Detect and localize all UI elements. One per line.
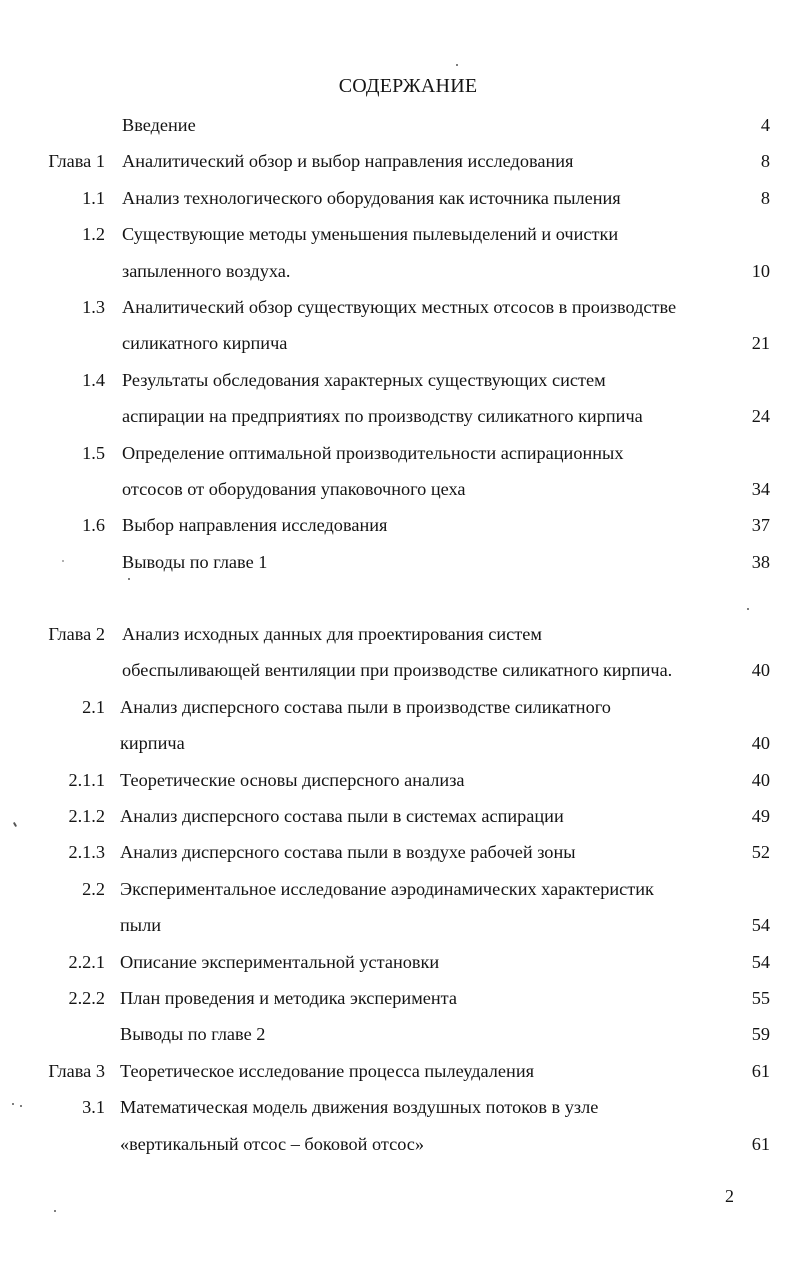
- toc-text: Аналитический обзор существующих местных отсосов в производстве: [122, 296, 677, 317]
- toc-number: Глава 1: [48, 151, 105, 172]
- toc-page: 54: [751, 951, 770, 972]
- toc-row: [0, 471, 797, 507]
- toc-number: 2.1.1: [68, 769, 105, 790]
- scan-speck: [128, 578, 130, 580]
- toc-row: [0, 834, 797, 870]
- toc-text: Аналитический обзор и выбор направления исследования: [122, 151, 574, 172]
- table-of-contents: [0, 107, 797, 1162]
- toc-number: 2.2.2: [68, 987, 105, 1008]
- toc-page: 34: [751, 478, 770, 499]
- toc-number: 1.4: [82, 369, 105, 390]
- toc-row: [0, 1089, 797, 1125]
- toc-text: Определение оптимальной производительности аспирационных: [122, 442, 624, 463]
- toc-page: 49: [751, 806, 770, 827]
- toc-text: обеспыливающей вентиляции при производстве силикатного кирпича.: [122, 660, 673, 681]
- toc-text: пыли: [120, 915, 161, 936]
- toc-text: Анализ дисперсного состава пыли в производстве силикатного: [120, 696, 611, 717]
- toc-number: 2.2: [82, 878, 105, 899]
- toc-number: Глава 3: [48, 1060, 105, 1081]
- toc-number: 1.1: [82, 187, 105, 208]
- toc-row: [0, 289, 797, 325]
- toc-row: [0, 1126, 797, 1162]
- toc-row: [0, 798, 797, 834]
- toc-row: [0, 362, 797, 398]
- toc-number: 2.1.2: [68, 806, 105, 827]
- toc-row: [0, 143, 797, 179]
- toc-number: 1.3: [82, 296, 105, 317]
- toc-row: [0, 398, 797, 434]
- scan-speck: [54, 1210, 56, 1212]
- toc-text: отсосов от оборудования упаковочного цеха: [122, 478, 466, 499]
- toc-page: 21: [751, 333, 770, 354]
- toc-row: [0, 180, 797, 216]
- toc-text: «вертикальный отсос – боковой отсос»: [120, 1133, 425, 1154]
- toc-row: [0, 435, 797, 471]
- scan-speck: [12, 1103, 14, 1105]
- toc-page: 24: [751, 406, 770, 427]
- scan-speck: [456, 64, 458, 66]
- toc-row: [0, 652, 797, 688]
- toc-row: [0, 689, 797, 725]
- toc-page: 61: [751, 1133, 770, 1154]
- toc-text: силикатного кирпича: [122, 333, 288, 354]
- toc-text: Результаты обследования характерных существующих систем: [122, 369, 606, 390]
- toc-page: 40: [751, 660, 770, 681]
- toc-text: Экспериментальное исследование аэродинамических характеристик: [120, 878, 654, 899]
- toc-page: 10: [751, 260, 770, 281]
- toc-page: 40: [751, 733, 770, 754]
- toc-text: кирпича: [120, 733, 185, 754]
- toc-page: 38: [751, 551, 770, 572]
- toc-text: Теоретическое исследование процесса пылеудаления: [120, 1060, 535, 1081]
- toc-page: 61: [751, 1060, 770, 1081]
- toc-page: 59: [751, 1024, 770, 1045]
- toc-text: аспирации на предприятиях по производству силикатного кирпича: [122, 406, 643, 427]
- toc-row: [0, 325, 797, 361]
- toc-row: [0, 871, 797, 907]
- toc-page: 54: [751, 915, 770, 936]
- toc-number: 2.1: [82, 696, 105, 717]
- toc-number: 1.6: [82, 515, 105, 536]
- toc-row: [0, 1016, 797, 1052]
- toc-text: Существующие методы уменьшения пылевыделений и очистки: [122, 224, 619, 245]
- toc-text: Анализ дисперсного состава пыли в системах аспирации: [120, 806, 564, 827]
- toc-row: [0, 616, 797, 652]
- toc-row: [0, 107, 797, 143]
- toc-text: Теоретические основы дисперсного анализа: [120, 769, 465, 790]
- toc-text: Выводы по главе 2: [120, 1024, 266, 1045]
- toc-page: 8: [760, 151, 770, 172]
- toc-row: [0, 944, 797, 980]
- toc-number: 1.5: [82, 442, 105, 463]
- toc-text: Выводы по главе 1: [122, 551, 268, 572]
- toc-text: Описание экспериментальной установки: [120, 951, 440, 972]
- toc-text: Введение: [122, 115, 196, 135]
- scan-speck: [20, 1105, 22, 1107]
- toc-text: Математическая модель движения воздушных потоков в узле: [120, 1097, 599, 1118]
- toc-text: Выбор направления исследования: [122, 515, 388, 536]
- page-title: СОДЕРЖАНИЕ: [338, 75, 478, 97]
- scan-speck: [747, 608, 749, 610]
- toc-text: запыленного воздуха.: [122, 260, 291, 281]
- toc-page: 8: [760, 187, 770, 208]
- toc-row: [0, 725, 797, 761]
- toc-row: [0, 980, 797, 1016]
- toc-page: 40: [751, 769, 770, 790]
- toc-row: [0, 907, 797, 943]
- toc-text: Анализ технологического оборудования как источника пыления: [122, 187, 621, 208]
- scan-speck: [62, 560, 64, 562]
- toc-row: [0, 216, 797, 252]
- page-number: 2: [725, 1186, 734, 1206]
- toc-row: [0, 253, 797, 289]
- toc-page: 52: [751, 842, 770, 863]
- toc-text: Анализ дисперсного состава пыли в воздухе рабочей зоны: [120, 842, 576, 863]
- toc-number: Глава 2: [48, 624, 105, 645]
- toc-page: 4: [760, 115, 770, 135]
- toc-text: Анализ исходных данных для проектирования систем: [122, 624, 542, 645]
- toc-row: [0, 507, 797, 543]
- toc-row: [0, 762, 797, 798]
- toc-page: 55: [751, 987, 770, 1008]
- toc-row: [0, 544, 797, 580]
- toc-text: План проведения и методика эксперимента: [120, 987, 457, 1008]
- toc-number: 1.2: [82, 224, 105, 245]
- toc-number: 2.1.3: [68, 842, 105, 863]
- toc-page: 37: [751, 515, 770, 536]
- toc-row: [0, 1053, 797, 1089]
- toc-number: 2.2.1: [68, 951, 105, 972]
- toc-number: 3.1: [82, 1097, 105, 1118]
